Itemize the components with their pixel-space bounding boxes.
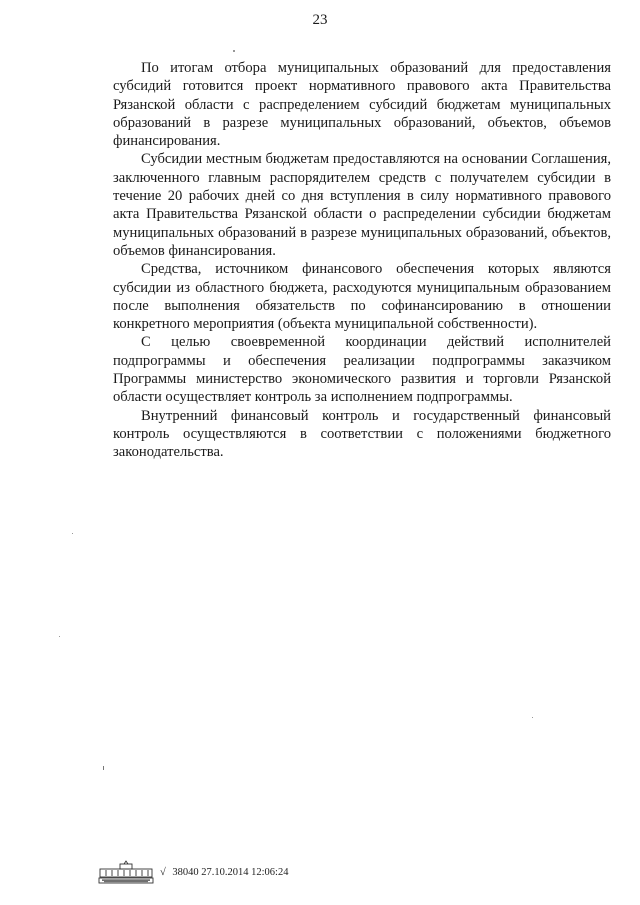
paragraph-financial-control: Внутренний финансовый контроль и государственный финансовый контроль осуществляются в соответствии с положениями бюджетного законодательства. — [113, 407, 611, 461]
registration-date: 27.10.2014 — [201, 867, 249, 878]
registration-stamp — [160, 867, 288, 886]
paragraph-agreement: Субсидии местным бюджетам предоставляются на основании Соглашения, заключенного главным распорядителем средств с получателем субсидии в течение 20 рабочих дней со дня вступления в силу нормативного правового акта Правительства Рязанской области о распределении субсидии бюджетам муниципальных образований в разрезе муниципальных образований, объектов, объемов финансирования. — [113, 151, 611, 259]
document-body — [113, 59, 611, 462]
scan-speck — [532, 717, 533, 718]
signature-mark: √ — [160, 867, 166, 878]
paragraph-selection: По итогам отбора муниципальных образований для предоставления субсидий готовится проект нормативного правового акта Правительства Рязанской области с распределением субсидий бюджетам муниципальных образований в разрезе муниципальных образований, объектов, объемов финансирования. — [113, 60, 611, 150]
scan-speck — [233, 50, 235, 52]
scan-speck — [59, 636, 60, 637]
scan-speck — [103, 766, 104, 770]
registration-number: 38040 — [172, 867, 199, 878]
registration-time: 12:06:24 — [251, 867, 289, 878]
registration-footer — [98, 858, 288, 886]
page-number: 23 — [312, 12, 328, 28]
scan-speck — [72, 533, 73, 534]
paragraph-funding-sources: Средства, источником финансового обеспечения которых являются субсидии из областного бюджета, расходуются муниципальным образованием после выполнения обязательств по софинансированию в отношении конкретного мероприятия (объекта муниципальной собственности). — [113, 261, 611, 333]
building-stamp-icon — [98, 860, 154, 886]
paragraph-coordination: С целью своевременной координации действий исполнителей подпрограммы и обеспечения реализации подпрограммы заказчиком Программы министерство экономического развития и торговли Рязанской области осуществляет контроль за исполнением подпрограммы. — [113, 334, 611, 406]
